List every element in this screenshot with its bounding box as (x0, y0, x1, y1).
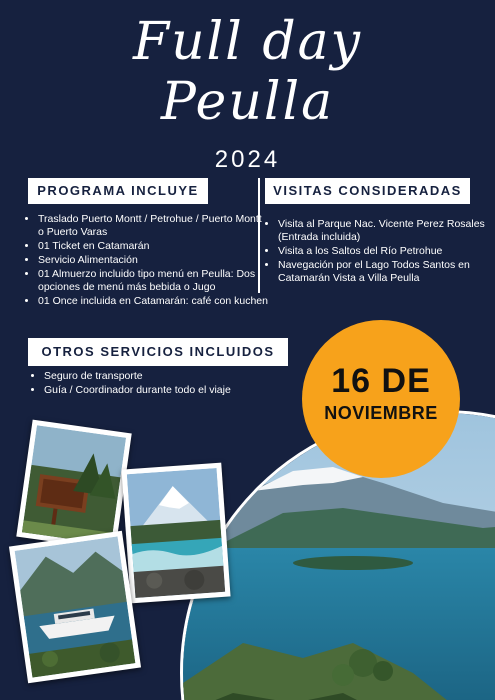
park-sign-illustration (22, 425, 126, 544)
list-item: • 01 Once incluida en Catamarán: café con kuchen (38, 295, 268, 308)
list-item: • Traslado Puerto Montt / Petrohue / Puerto Montt o Puerto Varas (38, 213, 268, 239)
list-item: • 01 Ticket en Catamarán (38, 240, 268, 253)
photo-volcano-falls (121, 463, 230, 604)
list-item: • Visita al Parque Nac. Vicente Perez Rosales (Entrada incluida) (278, 218, 495, 244)
volcano-falls-illustration (127, 468, 225, 598)
list-item: • Seguro de transporte (44, 370, 304, 383)
list-item: • 01 Almuerzo incluido tipo menú en Peulla: Dos opciones de menú más bebida o Jugo (38, 268, 268, 294)
title-year: 2024 (214, 146, 281, 173)
visitas-list (264, 218, 495, 286)
otros-header: OTROS SERVICIOS INCLUIDOS (28, 338, 288, 366)
title-line-2: Peulla (160, 72, 335, 132)
date-day: 16 DE (331, 362, 431, 400)
list-item: • Servicio Alimentación (38, 254, 268, 267)
visitas-header: VISITAS CONSIDERADAS (265, 178, 470, 204)
date-month: NOVIEMBRE (324, 403, 438, 423)
title-line-1: Full day (132, 12, 363, 72)
programa-header: PROGRAMA INCLUYE (28, 178, 208, 204)
list-item: • Guía / Coordinador durante todo el viaje (44, 384, 304, 397)
photo-catamaran (9, 531, 141, 684)
catamaran-illustration (15, 536, 136, 677)
programa-list (24, 213, 268, 309)
list-item: • Navegación por el Lago Todos Santos en Catamarán Vista a Villa Peulla (278, 259, 495, 285)
otros-list (30, 370, 304, 398)
list-item: • Visita a los Saltos del Río Petrohue (278, 245, 495, 258)
date-badge (302, 320, 460, 478)
